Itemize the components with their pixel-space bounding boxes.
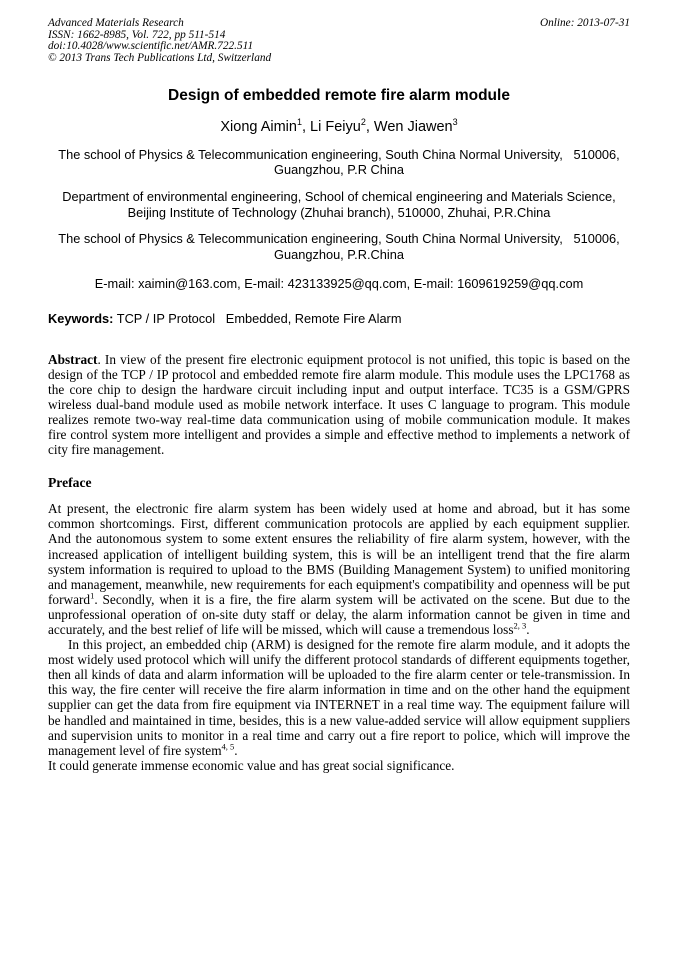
journal-name: Advanced Materials Research xyxy=(48,17,184,29)
reference-superscript-1: 1 xyxy=(90,590,95,601)
journal-header-left xyxy=(48,18,271,65)
author-3-affiliation-superscript: 3 xyxy=(452,116,458,127)
issn-volume-line: ISSN: 1662-8985, Vol. 722, pp 511-514 xyxy=(48,28,226,41)
author-2-affiliation-superscript: 2 xyxy=(360,116,366,127)
author-separator: , xyxy=(365,118,374,135)
preface-paragraph-1-text: . Secondly, when it is a fire, the fire alarm system will be activated on the scene. But due to the unprofessional operation of on-site duty staff or delay, the alarm information cannot be given in time and accurately, and the best relief of life will be missed, which will cause a tremendous loss xyxy=(48,591,630,637)
online-date: Online: 2013-07-31 xyxy=(539,17,630,29)
author-separator: , xyxy=(301,118,311,135)
author-1-affiliation-superscript: 1 xyxy=(296,116,302,127)
preface-paragraph-1-text: At present, the electronic fire alarm system has been widely used at home and abroad, but it has some common shortcomings. First, different communication protocols are applied by each equipment supplier. And the autonomous system to some extent ensures the reliability of fire alarm system, however, with the increased application of intelligent building system, this is will be an intelligent trend that the fire alarm system information is required to upload to the BMS (Building Management System) to unified monitoring and management, meanwhile, new requirements for each equipment's compatibility and openness will be put forward xyxy=(48,501,630,607)
journal-header xyxy=(48,18,630,65)
keywords-text: TCP / IP Protocol Embedded, Remote Fire Alarm xyxy=(113,310,402,326)
abstract-text: . In view of the present fire electronic equipment protocol is not unified, this topic is based on the design of the TCP / IP protocol and embedded remote fire alarm module. This module uses the LPC1768 as the core chip to design the hardware circuit including input and output interface. TC35 is a GSM/GPRS wireless dual-band module used as mobile network interface. It uses C language to program. This module realizes remote two-way real-time data communication using of mobile communication module. It makes fire control system more intelligent and provides a simple and effective method to implements a network of city fire management. xyxy=(48,351,630,458)
reference-superscript-2-3: 2, 3 xyxy=(513,620,527,631)
authors-line xyxy=(48,116,630,136)
preface-paragraph-1-text: . xyxy=(526,621,530,637)
paper-title: Design of embedded remote fire alarm module xyxy=(168,86,510,104)
author-1: Xiong Aimin xyxy=(220,118,297,135)
copyright-line: © 2013 Trans Tech Publications Ltd, Switzerland xyxy=(48,52,272,65)
email-line: E-mail: xaimin@163.com, E-mail: 423133925@qq.com, E-mail: 1609619259@qq.com xyxy=(94,276,584,292)
preface-heading: Preface xyxy=(48,475,92,491)
keywords-line xyxy=(48,311,630,327)
affiliation-1: The school of Physics & Telecommunication engineering, South China Normal University, 510006, Guangzhou, P.R China xyxy=(58,146,624,178)
preface-paragraph-2-text: . xyxy=(234,742,238,758)
author-2: Li Feiyu xyxy=(310,118,361,135)
abstract-label: Abstract xyxy=(48,351,98,367)
affiliation-2: Department of environmental engineering, School of chemical engineering and Materials Science, Beijing Institute of Technology (Zhuhai branch), 510000, Zhuhai, P.R.China xyxy=(62,189,620,220)
reference-superscript-4-5: 4, 5 xyxy=(221,741,235,752)
preface-paragraph-3: It could generate immense economic value and has great social significance. xyxy=(48,757,455,773)
affiliation-3: The school of Physics & Telecommunication engineering, South China Normal University, 510006, Guangzhou, P.R.China xyxy=(58,231,624,262)
preface-paragraph-2-text: In this project, an embedded chip (ARM) is designed for the remote fire alarm module, and it adopts the most widely used protocol which will unify the different protocol standards of different equipments together, then all kinds of data and alarm information will be uploaded to the fire alarm center or tele-transmission. In this way, the fire center will receive the fire alarm information in time and on the other hand the equipment supplier can get the data from fire equipment via INTERNET in a real time way. The equipment failure will be handled and maintained in time, besides, this is a new value-added service will allow equipment suppliers and supervision units to monitor in a real time and carry out a fire report to police, which will improve the management level of fire system xyxy=(48,637,630,758)
keywords-label: Keywords: xyxy=(48,310,114,326)
preface-paragraph-2 xyxy=(48,637,630,758)
abstract-paragraph xyxy=(48,352,630,458)
author-3: Wen Jiawen xyxy=(373,118,453,135)
preface-paragraph-1 xyxy=(48,501,630,637)
doi-line: doi:10.4028/www.scientific.net/AMR.722.511 xyxy=(48,40,254,53)
